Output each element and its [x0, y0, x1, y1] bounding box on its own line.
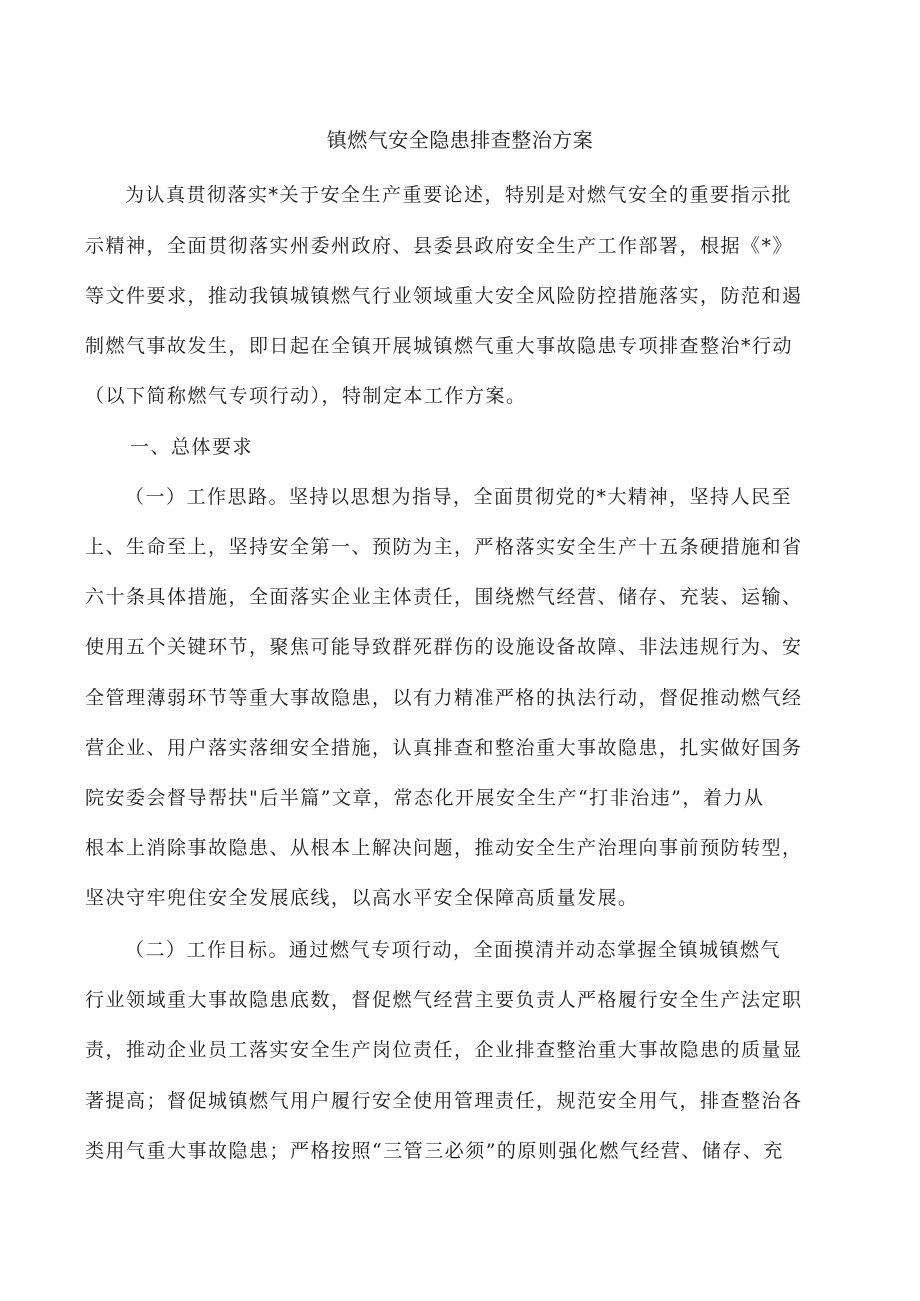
paragraph-line: 根本上消除事故隐患、从根本上解决问题，推动安全生产治理向事前预防转型， [85, 837, 803, 859]
paragraph-line: （二）工作目标。通过燃气专项行动，全面摸清并动态掌握全镇城镇燃气 [125, 939, 782, 961]
document-title: 镇燃气安全隐患排查整治方案 [326, 128, 594, 152]
paragraph-line: 营企业、用户落实落细安全措施，认真排查和整治重大事故隐患，扎实做好国务 [85, 737, 803, 759]
intro-line: 制燃气事故发生，即日起在全镇开展城镇燃气重大事故隐患专项排查整治*行动 [85, 335, 794, 357]
paragraph-line: 责，推动企业员工落实安全生产岗位责任，企业排查整治重大事故隐患的质量显 [85, 1039, 803, 1061]
paragraph-line: 行业领域重大事故隐患底数，督促燃气经营主要负责人严格履行安全生产法定职 [85, 989, 803, 1011]
intro-line: 示精神，全面贯彻落实州委州政府、县委县政府安全生产工作部署，根据《*》 [85, 235, 794, 257]
paragraph-line: （一）工作思路。坚持以思想为指导，全面贯彻党的*大精神，坚持人民至 [125, 486, 793, 508]
intro-line: 等文件要求，推动我镇城镇燃气行业领域重大安全风险防控措施落实，防范和遏 [85, 285, 803, 307]
paragraph-line: 全管理薄弱环节等重大事故隐患，以有力精准严格的执法行动，督促推动燃气经 [85, 687, 803, 709]
section-heading: 一、总体要求 [130, 436, 254, 458]
intro-line: （以下简称燃气专项行动），特制定本工作方案。 [85, 385, 527, 407]
paragraph-line: 著提高；督促城镇燃气用户履行安全使用管理责任，规范安全用气，排查整治各 [85, 1090, 803, 1112]
intro-line: 为认真贯彻落实*关于安全生产重要论述，特别是对燃气安全的重要指示批 [125, 184, 793, 206]
paragraph-line: 使用五个关键环节，聚焦可能导致群死群伤的设施设备故障、非法违规行为、安 [85, 636, 803, 658]
paragraph-line: 类用气重大事故隐患；严格按照“三管三必须”的原则强化燃气经营、储存、充 [85, 1140, 784, 1162]
paragraph-line: 院安委会督导帮扶"后半篇”文章，常态化开展安全生产“打非治违”，着力从 [85, 787, 765, 809]
paragraph-line: 上、生命至上，坚持安全第一、预防为主，严格落实安全生产十五条硬措施和省 [85, 536, 803, 558]
paragraph-line: 六十条具体措施，全面落实企业主体责任，围绕燃气经营、储存、充装、运输、 [85, 586, 803, 608]
paragraph-line: 坚决守牢兜住安全发展底线，以高水平安全保障高质量发展。 [85, 887, 639, 909]
